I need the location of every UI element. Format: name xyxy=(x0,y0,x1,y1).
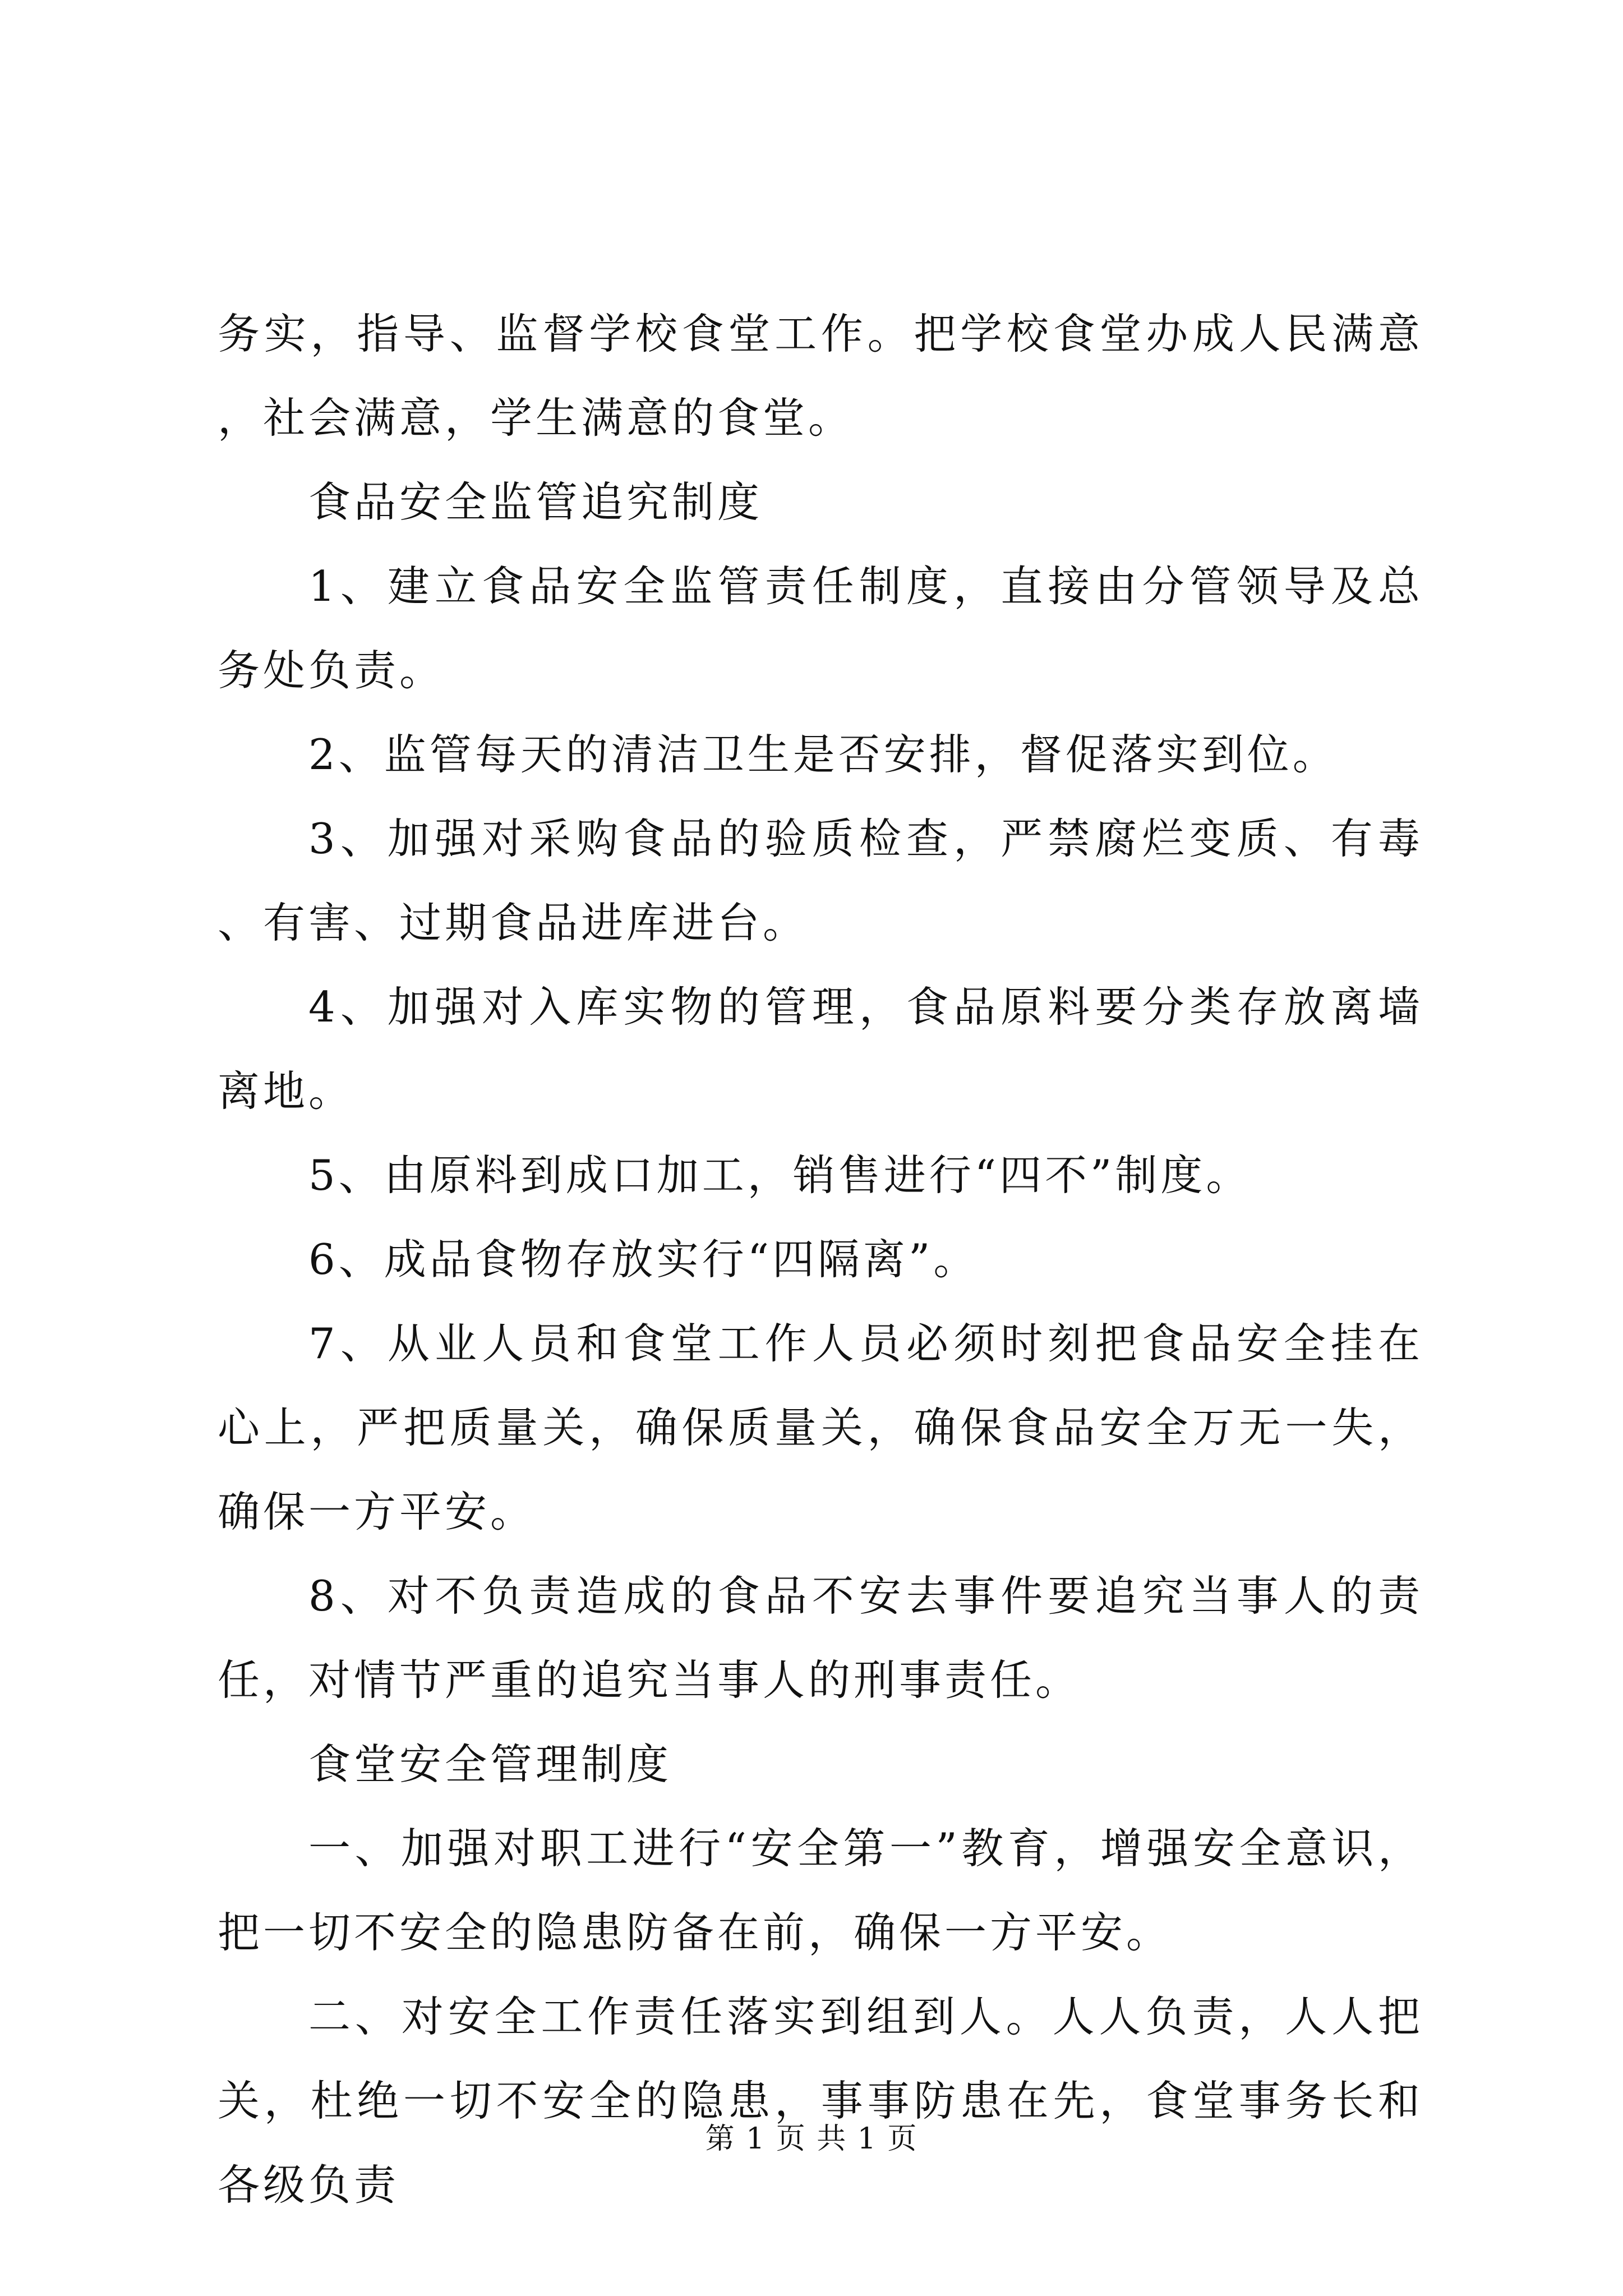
list-item-8: 8、对不负责造成的食品不安去事件要追究当事人的责任，对情节严重的追究当事人的刑事责任。 xyxy=(218,1571,1423,1705)
list-item-2: 2、监管每天的清洁卫生是否安排，督促落实到位。 xyxy=(308,730,1338,779)
section-heading-food-safety-accountability: 食品安全监管追究制度 xyxy=(308,477,763,527)
list-item-one: 一、加强对职工进行“安全第一”教育，增强安全意识，把一切不安全的隐患防备在前，确保一方平安。 xyxy=(218,1824,1423,1957)
list-item-1: 1、建立食品安全监管责任制度，直接由分管领导及总务处负责。 xyxy=(218,562,1423,695)
page-number-footer: 第 1 页 共 1 页 xyxy=(705,2122,918,2156)
list-item-5: 5、由原料到成口加工，销售进行“四不”制度。 xyxy=(308,1151,1252,1200)
list-item-6: 6、成品食物存放实行“四隔离”。 xyxy=(308,1235,979,1284)
section-heading-canteen-safety: 食堂安全管理制度 xyxy=(308,1740,672,1789)
list-item-7: 7、从业人员和食堂工作人员必须时刻把食品安全挂在心上，严把质量关，确保质量关，确保食品安全万无一失，确保一方平安。 xyxy=(218,1319,1423,1536)
list-item-two: 二、对安全工作责任落实到组到人。人人负责，人人把关，杜绝一切不安全的隐患，事事防患在先，食堂事务长和各级负责 xyxy=(218,1992,1423,2210)
list-item-3: 3、加强对采购食品的验质检查，严禁腐烂变质、有毒、有害、过期食品进库进台。 xyxy=(218,814,1423,947)
paragraph-continuation: 务实，指导、监督学校食堂工作。把学校食堂办成人民满意，社会满意，学生满意的食堂。 xyxy=(218,309,1423,443)
document-body xyxy=(218,292,1423,2227)
list-item-4: 4、加强对入库实物的管理，食品原料要分类存放离墙离地。 xyxy=(218,982,1423,1116)
